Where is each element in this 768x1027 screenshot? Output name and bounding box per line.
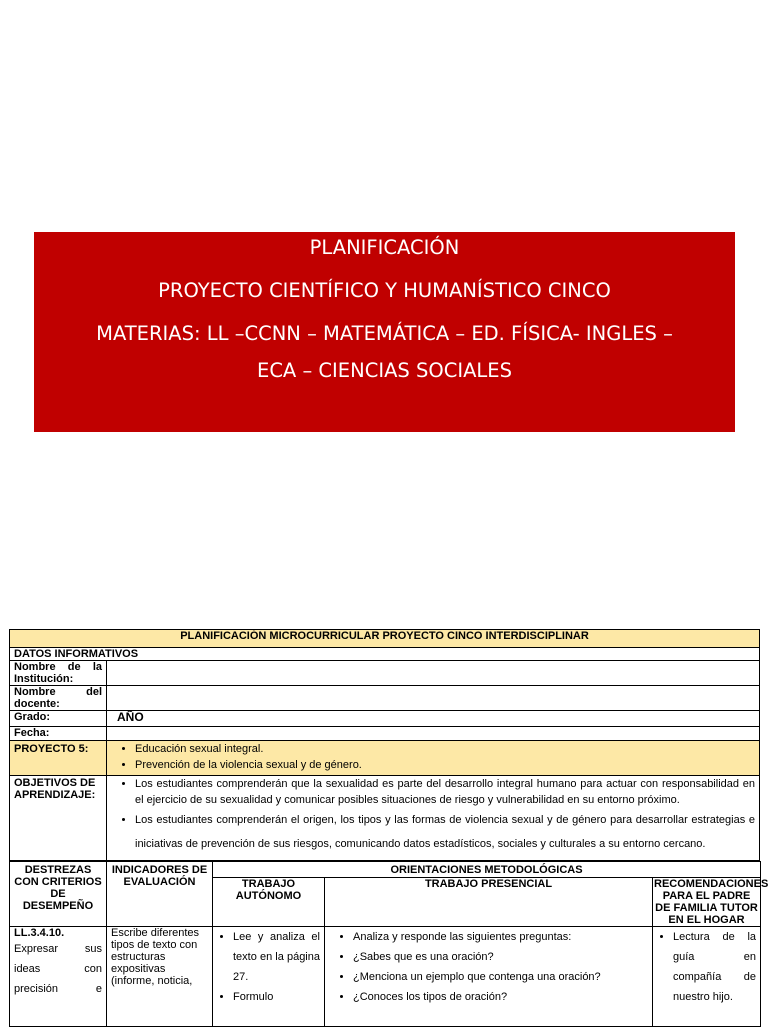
autonomous-work-header: TRABAJO AUTÓNOMO — [213, 878, 325, 927]
indicators-header: INDICADORES DE EVALUACIÓN — [107, 862, 213, 927]
autonomous-item: • Lee y analiza el texto en la página 27. — [233, 927, 320, 987]
skill-cell — [10, 927, 107, 1027]
skill-text: Expresar sus ideas con precisión e — [14, 943, 102, 995]
methodology-header: ORIENTACIONES METODOLÓGICAS — [213, 862, 761, 878]
project-item: • Prevención de la violencia sexual y de género. — [135, 757, 755, 773]
classroom-item: • ¿Menciona un ejemplo que contenga una oración? — [353, 967, 648, 987]
recommendation-cell — [653, 927, 761, 1027]
date-label: Fecha: — [10, 727, 107, 741]
planning-table — [9, 629, 768, 1027]
autonomous-cell — [213, 927, 325, 1027]
skill-code: LL.3.4.10. — [14, 927, 65, 939]
banner-project-title: PROYECTO CIENTÍFICO Y HUMANÍSTICO CINCO — [158, 279, 611, 302]
banner-heading: PLANIFICACIÓN — [309, 236, 460, 259]
banner-subjects-line2: ECA – CIENCIAS SOCIALES — [257, 359, 512, 382]
institution-value[interactable] — [107, 661, 760, 686]
classroom-cell — [325, 927, 653, 1027]
grade-label: Grado: — [10, 711, 107, 727]
indicator-cell: Escribe diferentes tipos de texto con estructuras expositivas (informe, noticia, — [107, 927, 213, 1027]
classroom-work-header: TRABAJO PRESENCIAL — [325, 878, 653, 927]
skills-header: DESTREZAS CON CRITERIOS DE DESEMPEÑO — [10, 862, 107, 927]
project-item: • Educación sexual integral. — [135, 741, 755, 757]
objectives-items — [107, 776, 760, 861]
institution-label: Nombre de la Institución: — [10, 661, 107, 686]
title-banner — [34, 232, 735, 432]
table-title: PLANIFICACIÓN MICROCURRICULAR PROYECTO CINCO INTERDISCIPLINAR — [10, 630, 760, 648]
teacher-label: Nombre del docente: — [10, 686, 107, 711]
classroom-item: • ¿Sabes que es una oración? — [353, 947, 648, 967]
grade-value[interactable]: AÑO — [107, 711, 760, 727]
objective-item: • Los estudiantes comprenderán el origen, los tipos y las formas de violencia sexual y de género para desarrollar estrategias e iniciativas de prevención de sus riesgos, comunicando datos estadísticos, sociales y culturales a su entorno cercano. — [135, 808, 755, 856]
date-value[interactable] — [107, 727, 760, 741]
classroom-item: • ¿Conoces los tipos de oración? — [353, 987, 648, 1007]
recommendation-item: • Lectura de la guía en compañía de nuestro hijo. — [673, 927, 756, 1007]
objectives-label: OBJETIVOS DE APRENDIZAJE: — [10, 776, 107, 861]
project-items — [107, 741, 760, 776]
classroom-item: • Analiza y responde las siguientes preguntas: — [353, 927, 648, 947]
autonomous-item: • Formulo — [233, 987, 320, 1007]
project-label: PROYECTO 5: — [10, 741, 107, 776]
section-heading: DATOS INFORMATIVOS — [10, 648, 760, 661]
teacher-value[interactable] — [107, 686, 760, 711]
parent-recommendations-header: RECOMENDACIONES PARA EL PADRE DE FAMILIA TUTOR EN EL HOGAR — [654, 878, 768, 926]
objective-item: • Los estudiantes comprenderán que la sexualidad es parte del desarrollo integral humano para actuar con responsabilidad en el ejercicio de su sexualidad y comunicar posibles situaciones de riesgo y vulnerabilidad en su entorno próximo. — [135, 776, 755, 808]
banner-subjects-line1: MATERIAS: LL –CCNN – MATEMÁTICA – ED. FÍSICA- INGLES – — [96, 322, 673, 345]
